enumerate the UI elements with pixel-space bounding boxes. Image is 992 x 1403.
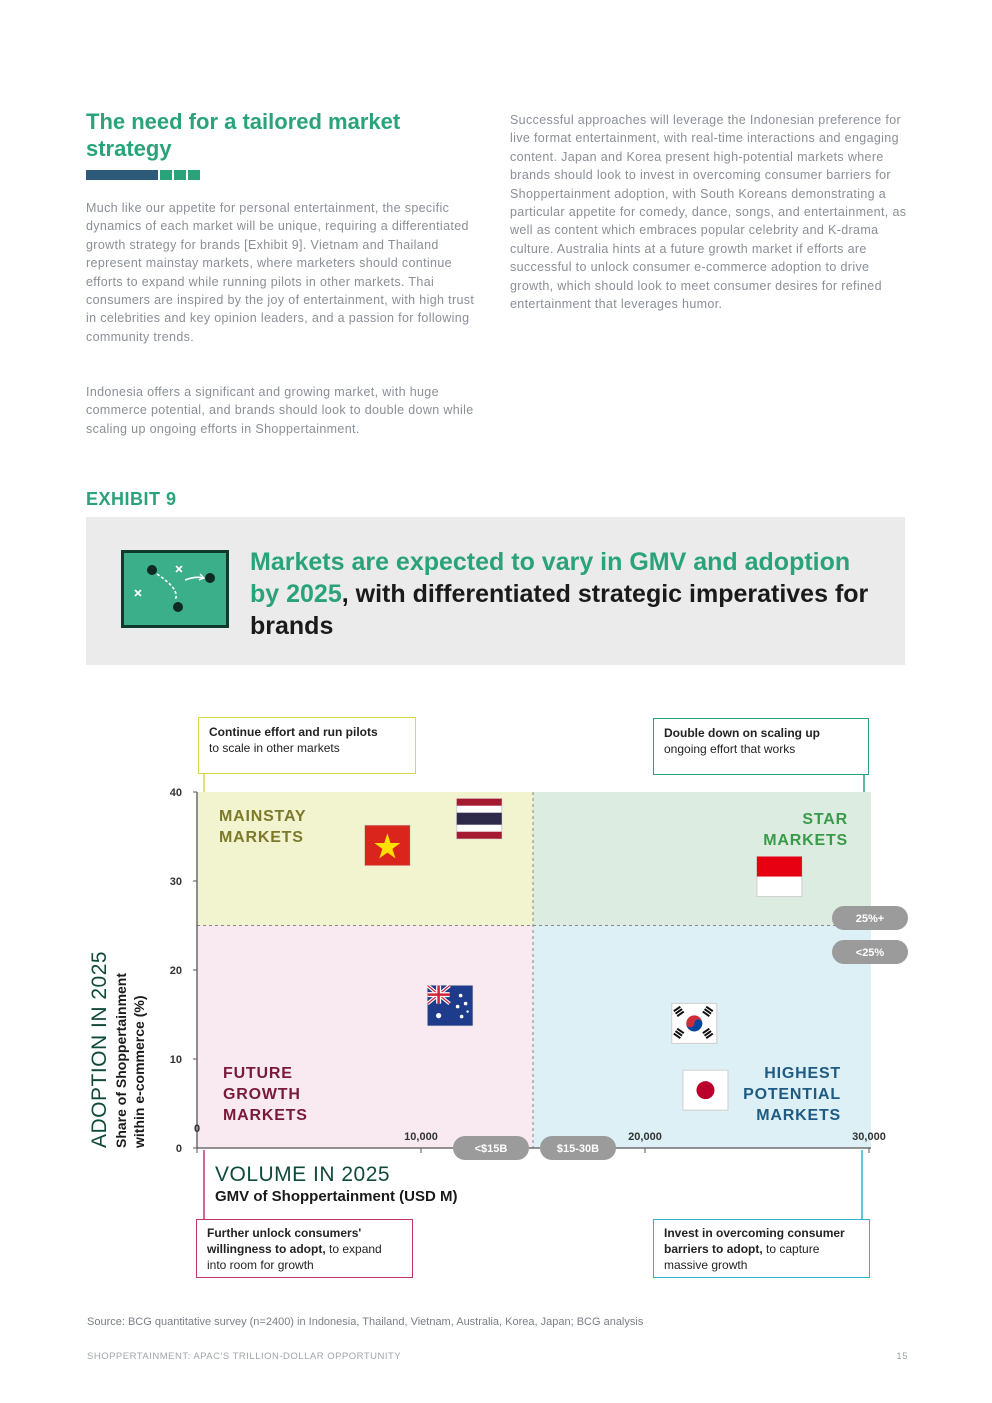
flag-star xyxy=(464,1002,468,1006)
y-tick-label: 40 xyxy=(169,787,182,799)
section-title: The need for a tailored market strategy xyxy=(86,109,401,161)
thailand-flag xyxy=(457,799,502,839)
y-tick-label: 30 xyxy=(169,876,182,888)
x-tick-label: 20,000 xyxy=(628,1131,662,1143)
callout-top-right-rest: ongoing effort that works xyxy=(664,742,796,756)
quadrant-label-line: HIGHEST xyxy=(764,1065,841,1082)
pill-y-high: 25%+ xyxy=(855,913,885,925)
flag-star xyxy=(456,1005,460,1009)
flag-star xyxy=(459,994,463,998)
quadrant-label-line: FUTURE xyxy=(223,1065,293,1082)
footer-title: SHOPPERTAINMENT: APAC'S TRILLION-DOLLAR OPPORTUNITY xyxy=(87,1351,402,1362)
x-tick-label: 0 xyxy=(193,1123,201,1135)
japan-flag xyxy=(683,1070,728,1110)
x-axis-title: VOLUME IN 2025 xyxy=(215,1163,391,1186)
x-tick-label: 30,000 xyxy=(852,1131,886,1143)
flag-stripe xyxy=(457,813,502,825)
y-axis-subtitle-line2: within e-commerce (%) xyxy=(131,995,147,1148)
flag-sun xyxy=(696,1081,714,1099)
quadrant-label-line: POTENTIAL xyxy=(743,1086,841,1103)
callout-bottom-right-bold: Invest in overcoming consumer barriers to adopt, xyxy=(664,1226,845,1256)
headline-highlight: Markets are expected to vary in GMV and adoption by 2025 xyxy=(250,548,851,608)
indonesia-flag xyxy=(757,857,802,897)
x-axis-subtitle: GMV of Shoppertainment (USD M) xyxy=(215,1188,458,1205)
y-axis-subtitle-group xyxy=(113,973,147,1149)
quadrant-label-line: MARKETS xyxy=(756,1107,841,1124)
x-tick-label: 10,000 xyxy=(404,1131,438,1143)
callout-top-right xyxy=(653,718,869,775)
vietnam-flag xyxy=(365,825,410,865)
callout-bottom-left-bold: Further unlock consumers' willingness to adopt, xyxy=(207,1226,362,1256)
title-underline xyxy=(86,170,200,180)
callout-bottom-left-rest: to expand into room for growth xyxy=(207,1242,382,1272)
callout-top-right-bold: Double down on scaling up xyxy=(664,726,820,740)
callout-bottom-right xyxy=(653,1219,870,1278)
y-axis-title-group xyxy=(88,951,111,1148)
flag-stripe xyxy=(457,832,502,839)
callout-bottom-left xyxy=(196,1219,413,1278)
y-tick-label: 0 xyxy=(175,1143,182,1155)
exhibit-label: EXHIBIT 9 xyxy=(86,489,177,509)
y-axis-title: ADOPTION IN 2025 xyxy=(88,950,111,1148)
y-tick-label: 10 xyxy=(169,1054,182,1066)
paragraph-1: Much like our appetite for personal entertainment, the specific dynamics of each market will be unique, requiring a differentiated growth strategy for brands [Exhibit 9]. Vietnam and Thailand represent mainstay markets, where marketers should continue efforts to expand while running pilots in other markets. Thai consumers are inspired by the joy of entertainment, with high trust in celebrities and key opinion leaders, and a passion for following community trends. xyxy=(86,201,475,344)
australia-flag xyxy=(428,986,473,1026)
flag-star xyxy=(460,1015,464,1019)
callout-bottom-right-rest: to capture massive growth xyxy=(664,1242,820,1272)
callout-top-left-bold: Continue effort and run pilots xyxy=(209,725,378,739)
source-note: Source: BCG quantitative survey (n=2400) in Indonesia, Thailand, Vietnam, Australia, Korea, Japan; BCG analysis xyxy=(87,1316,644,1328)
exhibit-headline xyxy=(250,546,870,642)
page-footer xyxy=(87,1351,908,1362)
paragraph-2: Indonesia offers a significant and growing market, with huge commerce potential, and brands should look to double down while scaling up ongoing efforts in Shoppertainment. xyxy=(86,385,474,436)
quadrant-label-line: MARKETS xyxy=(219,829,304,846)
pill-y-low: <25% xyxy=(855,947,885,959)
quadrant-label-line: MARKETS xyxy=(763,832,848,849)
y-tick-label: 20 xyxy=(169,965,182,977)
strategy-play-board-icon xyxy=(121,550,229,628)
quadrant-label-line: MARKETS xyxy=(223,1107,308,1124)
quadrant-label-line: STAR xyxy=(802,811,848,828)
callout-top-left-rest: to scale in other markets xyxy=(209,741,340,755)
quadrant-chart xyxy=(0,700,992,1300)
flag-stripe xyxy=(457,799,502,806)
flag-stripe xyxy=(757,857,802,877)
korea-flag xyxy=(672,1003,717,1043)
pill-x-low: <$15B xyxy=(474,1143,508,1155)
callout-top-left xyxy=(198,717,416,774)
headline-rest: , with differentiated strategic imperatives for brands xyxy=(250,580,869,640)
flag-star xyxy=(436,1013,441,1018)
y-axis-subtitle-line1: Share of Shoppertainment xyxy=(113,972,129,1148)
flag-star xyxy=(466,1010,468,1012)
paragraph-3: Successful approaches will leverage the Indonesian preference for live format entertainment, with real-time interactions and engaging content. Japan and Korea present high-potential markets where brands should look to invest in overcoming consumer barriers for Shoppertainment adoption, with South Koreans demonstrating a particular appetite for comedy, dance, songs, and entertainment, as well as content which embraces popular celebrity and K-drama culture. Australia hints at a future growth market if efforts are successful to unlock consumer e-commerce adoption to drive growth, which should look to meet consumer desires for refined entertainment that leverages humor. xyxy=(510,113,907,312)
pill-x-high: $15-30B xyxy=(556,1143,600,1155)
quadrant-label-line: GROWTH xyxy=(223,1086,301,1103)
page-number: 15 xyxy=(896,1351,908,1362)
quadrant-label-line: MAINSTAY xyxy=(219,808,307,825)
